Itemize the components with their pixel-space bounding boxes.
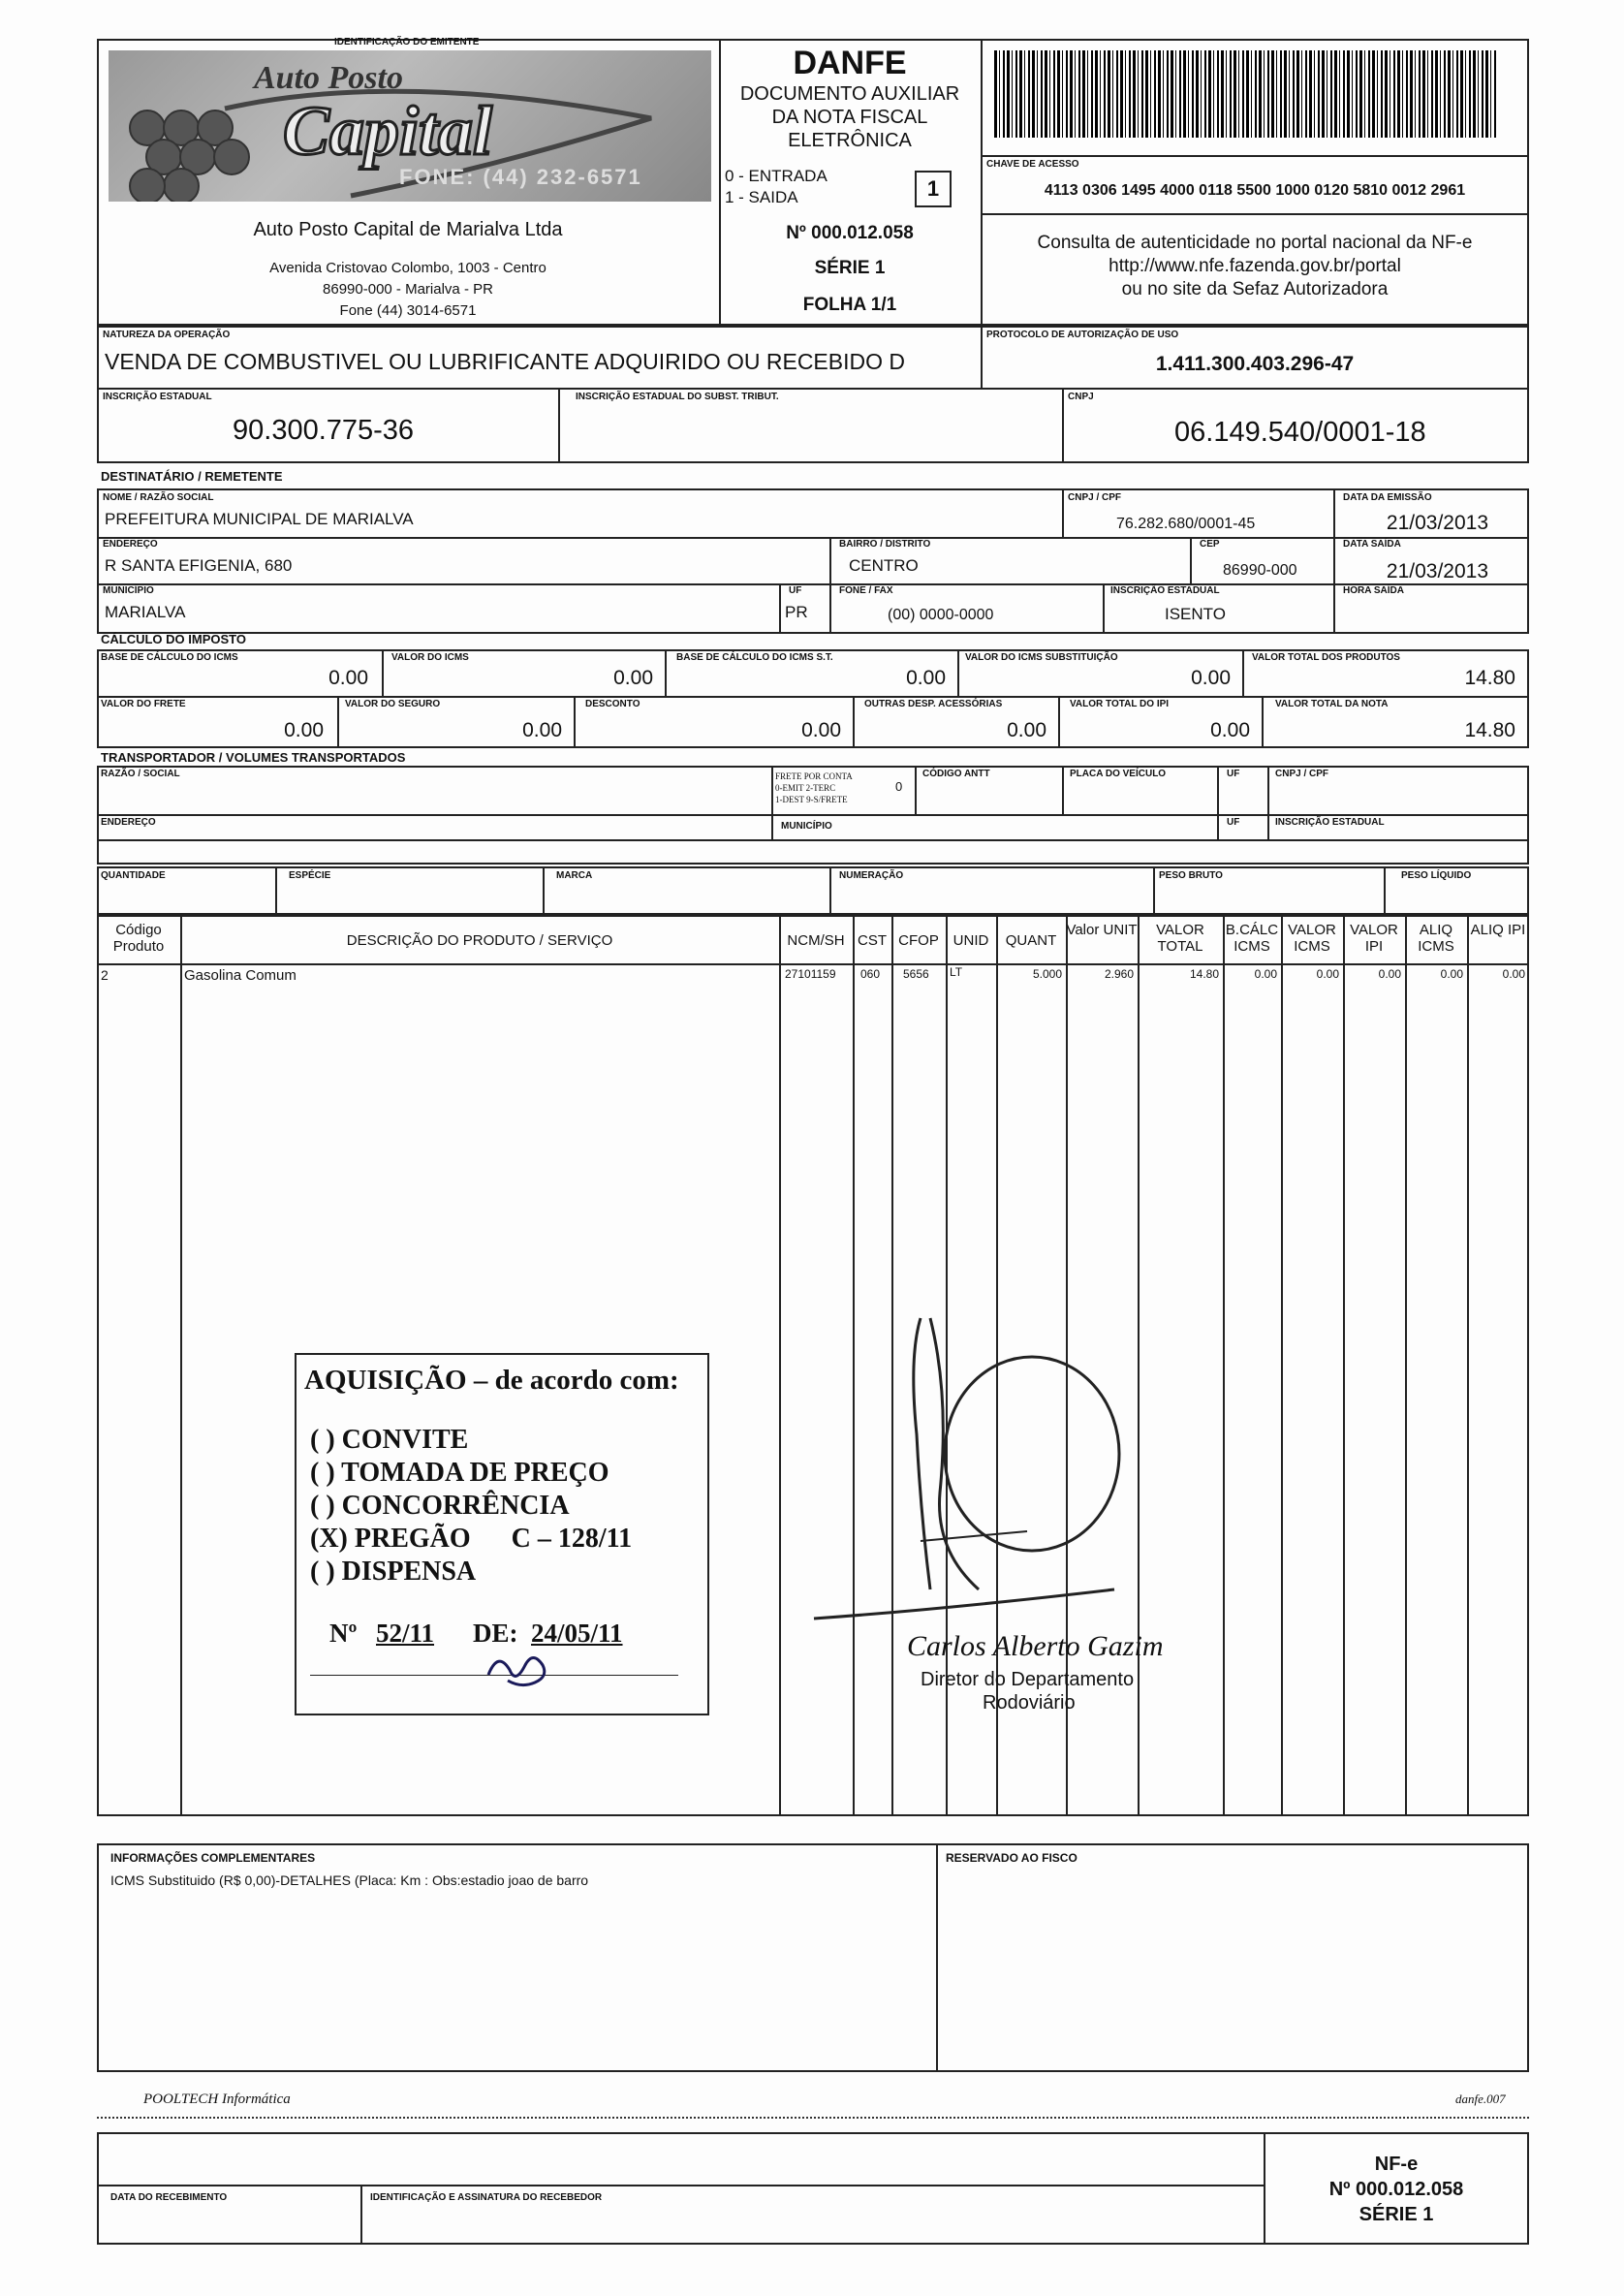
stamp-date-prefix: DE: — [473, 1619, 518, 1648]
stamp-option-concorrencia: ( ) CONCORRÊNCIA — [310, 1491, 570, 1521]
recipient-city: MARIALVA — [105, 603, 186, 621]
freight-value: 0.00 — [284, 719, 324, 741]
discount-value: 0.00 — [801, 719, 841, 741]
recipient-cnpj: 76.282.680/0001-45 — [1116, 516, 1256, 532]
stamp-number-prefix: Nº — [329, 1619, 358, 1648]
col-cfop: CFOP — [898, 932, 939, 949]
recipient-name: PREFEITURA MUNICIPAL DE MARIALVA — [105, 510, 414, 528]
receipt-nfe: NF-e — [1374, 2154, 1419, 2175]
logo-line2: Capital — [283, 92, 493, 170]
cnpj-label: CNPJ — [1068, 392, 1094, 402]
ipi-value: 0.00 — [1210, 719, 1250, 741]
icms-label: VALOR DO ICMS — [391, 652, 469, 663]
danfe-subtitle3: ELETRÔNICA — [788, 130, 912, 151]
col-code: Código Produto — [112, 922, 165, 955]
discount-label: DESCONTO — [585, 699, 640, 709]
receipt-signature-label: IDENTIFICAÇÃO E ASSINATURA DO RECEBEDOR — [370, 2192, 603, 2203]
plate-label: PLACA DO VEÍCULO — [1070, 769, 1167, 779]
uf-label: UF — [789, 585, 802, 596]
consult-line1: Consulta de autenticidade no portal nacional da NF-e — [1037, 233, 1473, 253]
cep-label: CEP — [1200, 539, 1220, 550]
exit-date-label: DATA SAÍDA — [1343, 539, 1401, 550]
total-products-value: 14.80 — [1464, 667, 1515, 689]
table-row-unit: LT — [950, 965, 963, 979]
base-st-label: BASE DE CÁLCULO DO ICMS S.T. — [676, 652, 833, 663]
base-st-value: 0.00 — [906, 667, 946, 689]
consult-line2: http://www.nfe.fazenda.gov.br/portal — [1109, 256, 1401, 276]
emission-date: 21/03/2013 — [1386, 512, 1488, 534]
recipient-district: CENTRO — [849, 556, 919, 575]
col-ncm: NCM/SH — [787, 932, 845, 949]
freight-by-line1: FRETE POR CONTA — [775, 771, 853, 781]
exit-time-label: HORA SAÍDA — [1343, 585, 1404, 596]
tear-line — [97, 2117, 1529, 2119]
signer-name: Carlos Alberto Gazim — [907, 1630, 1164, 1662]
table-row-qty: 5.000 — [1032, 967, 1062, 981]
table-row-aliq-ipi: 0.00 — [1502, 967, 1525, 981]
danfe-type-box: 1 — [915, 171, 952, 207]
carrier-uf-label: UF — [1227, 769, 1240, 779]
table-row-ncm: 27101159 — [785, 967, 836, 981]
access-key-label: CHAVE DE ACESSO — [986, 159, 1079, 170]
consult-line3: ou no site da Sefaz Autorizadora — [1121, 279, 1389, 299]
table-row-v-ipi: 0.00 — [1378, 967, 1401, 981]
recipient-cep: 86990-000 — [1223, 562, 1297, 579]
col-unit-value: Valor UNIT — [1066, 922, 1138, 938]
table-row-total-value: 14.80 — [1189, 967, 1219, 981]
logo-line1: Auto Posto — [254, 60, 403, 96]
table-row-cfop: 5656 — [903, 967, 929, 981]
recipient-uf: PR — [785, 603, 808, 621]
table-row-unit-value: 2.960 — [1104, 967, 1134, 981]
table-row-code: 2 — [101, 967, 109, 983]
col-qty: QUANT — [1005, 932, 1057, 949]
exit-date: 21/03/2013 — [1386, 560, 1488, 582]
danfe-title: DANFE — [793, 45, 907, 81]
ie-value: 90.300.775-36 — [233, 415, 415, 446]
fisco-label: RESERVADO AO FISCO — [946, 1851, 1077, 1865]
ipi-label: VALOR TOTAL DO IPI — [1070, 699, 1170, 709]
danfe-exit: 1 - SAIDA — [725, 188, 798, 206]
gross-weight-label: PESO BRUTO — [1159, 870, 1223, 881]
info-label: INFORMAÇÕES COMPLEMENTARES — [110, 1851, 316, 1865]
receipt-series: SÉRIE 1 — [1359, 2204, 1434, 2225]
signer-role1: Diretor do Departamento — [921, 1669, 1135, 1690]
danfe-subtitle1: DOCUMENTO AUXILIAR — [739, 83, 960, 105]
info-text: ICMS Substituido (R$ 0,00)-DETALHES (Placa: Km : Obs:estadio joao de barro — [110, 1872, 589, 1888]
col-v-ipi: VALOR IPI — [1350, 922, 1398, 955]
barcode — [994, 50, 1498, 138]
freight-by-value: 0 — [895, 779, 903, 794]
insurance-label: VALOR DO SEGURO — [345, 699, 441, 709]
carrier-cnpj-label: CNPJ / CPF — [1275, 769, 1329, 779]
net-weight-label: PESO LÍQUIDO — [1401, 870, 1472, 881]
col-total-value: VALOR TOTAL — [1156, 922, 1204, 955]
protocol-label: PROTOCOLO DE AUTORIZAÇÃO DE USO — [986, 330, 1179, 340]
ie-label: INSCRIÇÃO ESTADUAL — [103, 392, 212, 402]
carrier-city-label: MUNICÍPIO — [781, 821, 832, 832]
recipient-name-label: NOME / RAZÃO SOCIAL — [103, 492, 214, 503]
stamp-title: AQUISIÇÃO – de acordo com: — [304, 1365, 679, 1396]
table-row-v-icms: 0.00 — [1316, 967, 1339, 981]
cnpj-value: 06.149.540/0001-18 — [1174, 417, 1426, 448]
stamp-option-tomada: ( ) TOMADA DE PREÇO — [310, 1458, 609, 1488]
software-credit: POOLTECH Informática — [143, 2092, 291, 2107]
table-row-bc-icms: 0.00 — [1254, 967, 1277, 981]
danfe-entry: 0 - ENTRADA — [725, 167, 828, 185]
phone-label: FONE / FAX — [839, 585, 893, 596]
tax-section: CÁLCULO DO IMPOSTO — [101, 632, 246, 646]
insurance-value: 0.00 — [522, 719, 562, 741]
volume-brand-label: MARCA — [556, 870, 593, 881]
issuer-address2: 86990-000 - Marialva - PR — [323, 281, 493, 298]
carrier-name-label: RAZÃO / SOCIAL — [101, 769, 180, 779]
transport-section: TRANSPORTADOR / VOLUMES TRANSPORTADOS — [101, 750, 406, 765]
col-aliq-icms: ALIQ ICMS — [1418, 922, 1454, 955]
icms-st-value: 0.00 — [1191, 667, 1231, 689]
recipient-ie: ISENTO — [1165, 605, 1226, 623]
address-label: ENDEREÇO — [103, 539, 158, 550]
freight-label: VALOR DO FRETE — [101, 699, 186, 709]
issuer-section-label: IDENTIFICAÇÃO DO EMITENTE — [334, 37, 480, 47]
table-row-aliq-icms: 0.00 — [1440, 967, 1463, 981]
danfe-subtitle2: DA NOTA FISCAL — [771, 107, 928, 128]
other-expenses-label: OUTRAS DESP. ACESSÓRIAS — [864, 699, 1003, 709]
col-description: DESCRIÇÃO DO PRODUTO / SERVIÇO — [346, 932, 613, 949]
danfe-series: SÉRIE 1 — [814, 258, 886, 278]
district-label: BAIRRO / DISTRITO — [839, 539, 931, 550]
stamp-date: 24/05/11 — [531, 1619, 623, 1648]
emission-label: DATA DA EMISSÃO — [1343, 492, 1432, 503]
logo-phone: FONE: (44) 232-6571 — [399, 165, 642, 189]
stamp-option-pregao: (X) PREGÃO C – 128/11 — [310, 1524, 633, 1554]
volume-numbering-label: NUMERAÇÃO — [839, 870, 904, 881]
stamp-option-convite: ( ) CONVITE — [310, 1425, 469, 1455]
ie-st-label: INSCRIÇÃO ESTADUAL DO SUBST. TRIBUT. — [576, 392, 779, 402]
stamp-option-dispensa: ( ) DISPENSA — [310, 1557, 477, 1587]
col-bc-icms: B.CÁLC ICMS — [1225, 922, 1279, 955]
table-row-description: Gasolina Comum — [184, 967, 297, 984]
nature-value: VENDA DE COMBUSTIVEL OU LUBRIFICANTE ADQUIRIDO OU RECEBIDO D — [105, 349, 906, 374]
city-label: MUNICÍPIO — [103, 585, 154, 596]
base-icms-value: 0.00 — [328, 667, 368, 689]
icms-st-label: VALOR DO ICMS SUBSTITUIÇÃO — [965, 652, 1118, 663]
carrier-address-label: ENDEREÇO — [101, 817, 156, 828]
col-cst: CST — [858, 932, 887, 949]
signer-role2: Rodoviário — [983, 1692, 1076, 1714]
form-code: danfe.007 — [1455, 2092, 1506, 2106]
danfe-page: FOLHA 1/1 — [802, 295, 897, 315]
recipient-phone: (00) 0000-0000 — [888, 607, 994, 623]
invoice-total-label: VALOR TOTAL DA NOTA — [1275, 699, 1389, 709]
recipient-address: R SANTA EFIGENIA, 680 — [105, 556, 293, 575]
initials-signature-icon — [479, 1646, 556, 1694]
handwritten-signature-icon — [804, 1299, 1134, 1628]
carrier-uf2-label: UF — [1227, 817, 1240, 828]
table-row-cst: 060 — [860, 967, 881, 981]
recipient-cnpj-label: CNPJ / CPF — [1068, 492, 1122, 503]
issuer-address1: Avenida Cristovao Colombo, 1003 - Centro — [269, 260, 547, 276]
issuer-phone: Fone (44) 3014-6571 — [339, 302, 477, 319]
col-v-icms: VALOR ICMS — [1288, 922, 1336, 955]
other-expenses-value: 0.00 — [1007, 719, 1046, 741]
access-key: 4113 0306 1495 4000 0118 5500 1000 0120 5810 0012 2961 — [1044, 182, 1466, 199]
base-icms-label: BASE DE CÁLCULO DO ICMS — [101, 652, 238, 663]
issuer-name: Auto Posto Capital de Marialva Ltda — [253, 219, 563, 240]
carrier-ie-label: INSCRIÇÃO ESTADUAL — [1275, 817, 1385, 828]
icms-value: 0.00 — [613, 667, 653, 689]
freight-by-line3: 1-DEST 9-S/FRETE — [775, 795, 848, 804]
issuer-logo — [109, 50, 711, 202]
acquisition-stamp — [295, 1353, 709, 1715]
antt-label: CÓDIGO ANTT — [922, 769, 990, 779]
recipient-ie-label: INSCRIÇÃO ESTADUAL — [1110, 585, 1220, 596]
col-unit: UNID — [953, 932, 989, 949]
recipient-section: DESTINATÁRIO / REMETENTE — [101, 469, 283, 484]
freight-by-line2: 0-EMIT 2-TERC — [775, 783, 836, 793]
protocol-value: 1.411.300.403.296-47 — [1155, 353, 1355, 375]
stamp-number: 52/11 — [376, 1619, 435, 1648]
col-aliq-ipi: ALIQ IPI — [1470, 922, 1526, 938]
volume-qty-label: QUANTIDADE — [101, 870, 166, 881]
danfe-number: Nº 000.012.058 — [786, 223, 914, 243]
receipt-number: Nº 000.012.058 — [1328, 2179, 1464, 2200]
invoice-total-value: 14.80 — [1464, 719, 1515, 741]
receipt-date-label: DATA DO RECEBIMENTO — [110, 2192, 228, 2203]
nature-label: NATUREZA DA OPERAÇÃO — [103, 330, 231, 340]
volume-kind-label: ESPÉCIE — [289, 870, 331, 881]
total-products-label: VALOR TOTAL DOS PRODUTOS — [1252, 652, 1400, 663]
